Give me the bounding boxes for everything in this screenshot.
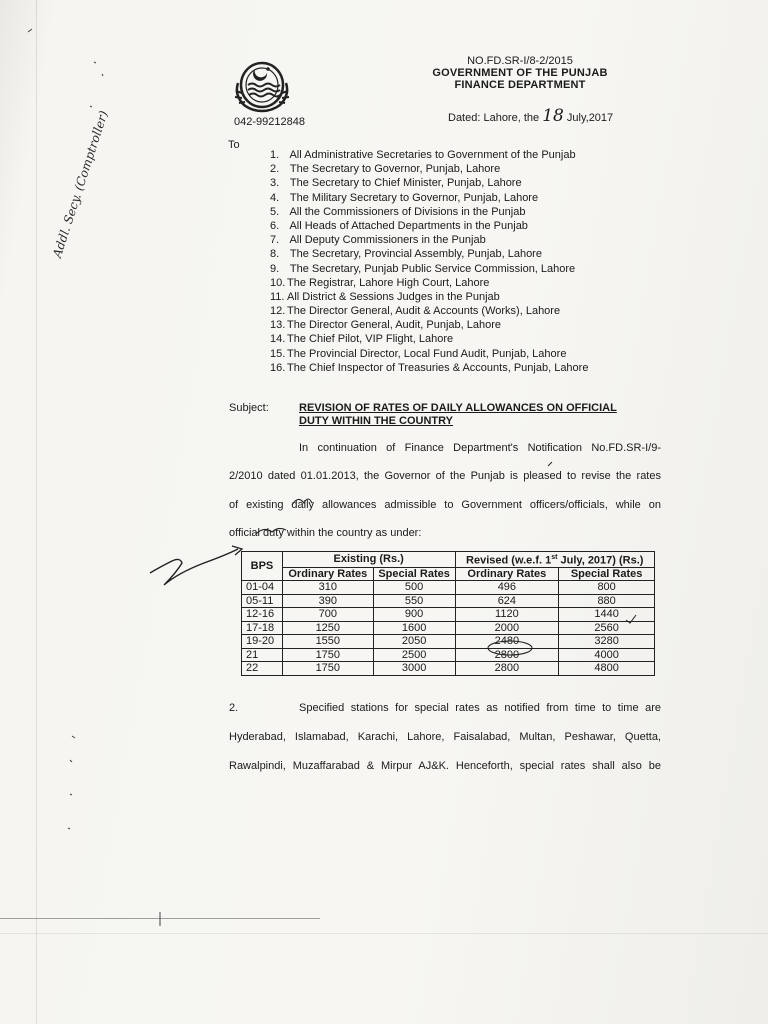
list-item: 11. All District & Sessions Judges in the Punjab	[270, 290, 500, 303]
column-header-revised: Revised (w.e.f. 1st July, 2017) (Rs.)	[455, 552, 655, 568]
table-row: 05-11 390 550 624 880	[242, 594, 655, 608]
date-prefix: Dated: Lahore, the	[448, 112, 540, 124]
list-item: 16. The Chief Inspector of Treasuries & Accounts, Punjab, Lahore	[270, 361, 589, 374]
to-label: To	[228, 139, 240, 151]
table-row: 17-18 1250 1600 2000 2560	[242, 621, 655, 635]
list-item: 2. The Secretary to Governor, Punjab, Lahore	[270, 163, 501, 176]
table-row: 22 1750 3000 2800 4800	[242, 662, 655, 676]
date-suffix: July,2017	[566, 112, 614, 124]
government-name: GOVERNMENT OF THE PUNJAB	[432, 67, 608, 79]
table-row: 19-20 1550 2050 2480 3280	[242, 635, 655, 649]
reference-number: NO.FD.SR-I/8-2/2015	[467, 55, 573, 67]
paragraph-line: In continuation of Finance Department's Notification No.FD.SR-I/9-	[299, 442, 661, 454]
table-row: 01-04 310 500 496 800	[242, 581, 655, 595]
column-header-existing: Existing (Rs.)	[282, 552, 455, 568]
list-item: 6. All Heads of Attached Departments in the Punjab	[270, 219, 528, 232]
department-name: FINANCE DEPARTMENT	[454, 79, 586, 91]
handwritten-date-day: 18	[542, 106, 564, 126]
list-item: 14. The Chief Pilot, VIP Flight, Lahore	[270, 333, 454, 346]
paragraph-line: Rawalpindi, Muzaffarabad & Mirpur AJ&K. Henceforth, special rates shall also be	[229, 760, 661, 772]
handwritten-margin-note: Addl. Secy. (Comptroller)	[50, 109, 111, 260]
list-item: 9. The Secretary, Punjab Public Service Commission, Lahore	[270, 262, 576, 275]
list-item: 5. All the Commissioners of Divisions in the Punjab	[270, 205, 526, 218]
subject-label: Subject:	[229, 402, 269, 414]
paragraph-number: 2.	[229, 702, 239, 714]
office-phone-number: 042-99212848	[234, 116, 305, 128]
column-header-existing-special: Special Rates	[373, 567, 455, 581]
paragraph-line: official duty within the country as under:	[229, 527, 422, 539]
subject-line: DUTY WITHIN THE COUNTRY	[299, 415, 453, 427]
list-item: 12. The Director General, Audit & Accounts (Works), Lahore	[270, 305, 561, 318]
list-item: 4. The Military Secretary to Governor, Punjab, Lahore	[270, 191, 539, 204]
column-header-revised-ordinary: Ordinary Rates	[455, 567, 559, 581]
paragraph-line: of existing daily allowances admissible to Government officers/officials, while on	[229, 499, 661, 511]
subject-line: REVISION OF RATES OF DAILY ALLOWANCES ON OFFICIAL	[299, 402, 617, 414]
list-item: 8. The Secretary, Provincial Assembly, Punjab, Lahore	[270, 248, 542, 261]
list-item: 13. The Director General, Audit, Punjab, Lahore	[270, 319, 502, 332]
list-item: 15. The Provincial Director, Local Fund Audit, Punjab, Lahore	[270, 347, 567, 360]
column-header-existing-ordinary: Ordinary Rates	[282, 567, 373, 581]
paragraph-line: 2/2010 dated 01.01.2013, the Governor of the Punjab is pleased to revise the rates	[229, 470, 661, 482]
table-row: 21 1750 2500 2800 4000	[242, 648, 655, 662]
list-item: 10. The Registrar, Lahore High Court, Lahore	[270, 276, 490, 289]
column-header-revised-special: Special Rates	[559, 567, 655, 581]
paragraph-line: Hyderabad, Islamabad, Karachi, Lahore, Faisalabad, Multan, Peshawar, Quetta,	[229, 731, 661, 743]
column-header-bps: BPS	[242, 552, 283, 581]
table-row: 12-16 700 900 1120 1440	[242, 608, 655, 622]
list-item: 3. The Secretary to Chief Minister, Punjab, Lahore	[270, 177, 522, 190]
list-item: 7. All Deputy Commissioners in the Punjab	[270, 234, 486, 247]
paragraph-line: Specified stations for special rates as notified from time to time are	[299, 702, 661, 714]
list-item: 1. All Administrative Secretaries to Government of the Punjab	[270, 149, 576, 161]
